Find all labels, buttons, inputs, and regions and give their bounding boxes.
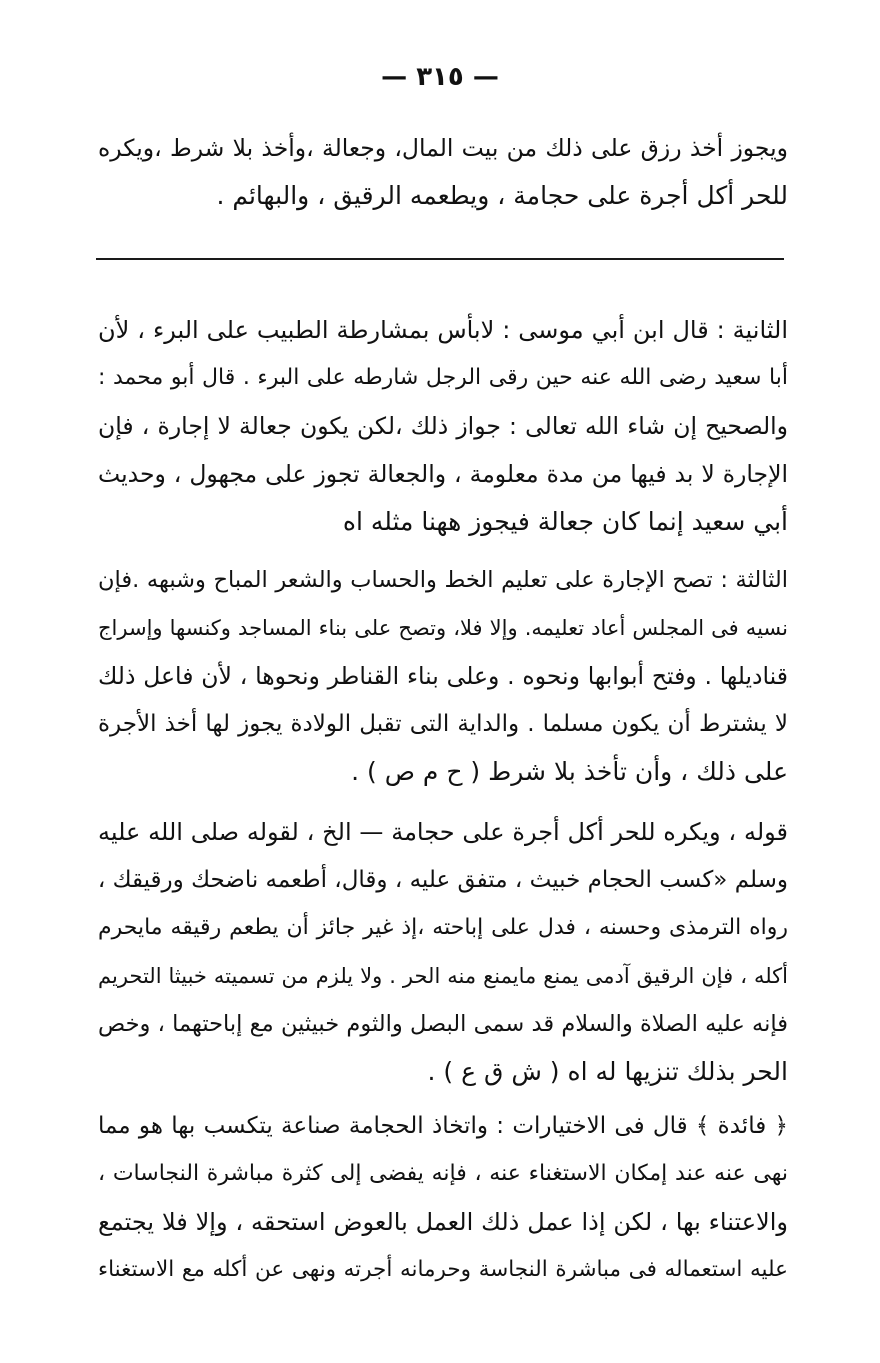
footnote-line: الإجارة لا بد فيها من مدة معلومة ، والجعالة تجوز على مجهول ، وحديث xyxy=(98,460,788,488)
commentary-line: قوله ، ويكره للحر أكل أجرة على حجامة — الخ ، لقوله صلى الله عليه xyxy=(98,818,788,846)
footnote-second xyxy=(98,306,788,546)
commentary-qawluhu xyxy=(98,808,788,1096)
commentary-line: عليه استعماله فى مباشرة النجاسة وحرمانه أجرته ونهى عن أكله مع الاستغناء xyxy=(98,1257,788,1282)
commentary-line: فإنه عليه الصلاة والسلام قد سمى البصل والثوم خبيثين مع إباحتهما ، وخص xyxy=(98,1011,788,1037)
footnote-line: نسيه فى المجلس أعاد تعليمه. وإلا فلا، وتصح على بناء المساجد وكنسها وإسراج xyxy=(98,616,788,640)
footnote-line: الثانية : قال ابن أبي موسى : لابأس بمشارطة الطبيب على البرء ، لأن xyxy=(98,316,788,344)
footnote-line: والصحيح إن شاء الله تعالى : جواز ذلك ،لكن يكون جعالة لا إجارة ، فإن xyxy=(98,412,788,440)
footnote-line: أبي سعيد إنما كان جعالة فيجوز ههنا مثله اه xyxy=(342,507,788,536)
commentary-line: ﴿ فائدة ﴾ قال فى الاختيارات : واتخاذ الحجامة صناعة يتكسب بها هو مما xyxy=(98,1113,788,1139)
footnote-line: أبا سعيد رضى الله عنه حين رقى الرجل شارطه على البرء . قال أبو محمد : xyxy=(98,365,788,390)
footnote-third xyxy=(98,556,788,796)
main-text-line: ويجوز أخذ رزق على ذلك من بيت المال، وجعالة ،وأخذ بلا شرط ،ويكره xyxy=(98,134,788,162)
page-number: — ٣١٥ — xyxy=(381,62,499,92)
commentary-line: رواه الترمذى وحسنه ، فدل على إباحته ،إذ غير جائز أن يطعم رقيقه مايحرم xyxy=(98,915,788,940)
footnote-line: الثالثة : تصح الإجارة على تعليم الخط والحساب والشعر المباح وشبهه .فإن xyxy=(98,567,788,593)
footnote-line: قناديلها . وفتح أبوابها ونحوه . وعلى بناء القناطر ونحوها ، لأن فاعل ذلك xyxy=(98,662,788,690)
commentary-faida xyxy=(98,1102,788,1294)
footnote-divider xyxy=(96,258,784,260)
commentary-line: والاعتناء بها ، لكن إذا عمل ذلك العمل بالعوض استحقه ، وإلا فلا يجتمع xyxy=(98,1208,788,1236)
commentary-line: أكله ، فإن الرقيق آدمى يمنع مايمنع منه الحر . ولا يلزم من تسميته خبيثا التحريم xyxy=(98,964,788,988)
footnote-line: لا يشترط أن يكون مسلما . والداية التى تقبل الولادة يجوز لها أخذ الأجرة xyxy=(98,711,788,737)
commentary-line: نهى عنه عند إمكان الاستغناء عنه ، فإنه يفضى إلى كثرة مباشرة النجاسات ، xyxy=(98,1161,788,1186)
footnote-line: على ذلك ، وأن تأخذ بلا شرط ( ح م ص ) . xyxy=(351,757,788,786)
main-text-line: للحر أكل أجرة على حجامة ، ويطعمه الرقيق ، والبهائم . xyxy=(216,181,788,210)
commentary-line: وسلم «كسب الحجام خبيث ، متفق عليه ، وقال، أطعمه ناضحك ورقيقك ، xyxy=(97,867,788,893)
main-text-block xyxy=(98,124,788,220)
commentary-line: الحر بذلك تنزيها له اه ( ش ق ع ) . xyxy=(427,1057,788,1086)
